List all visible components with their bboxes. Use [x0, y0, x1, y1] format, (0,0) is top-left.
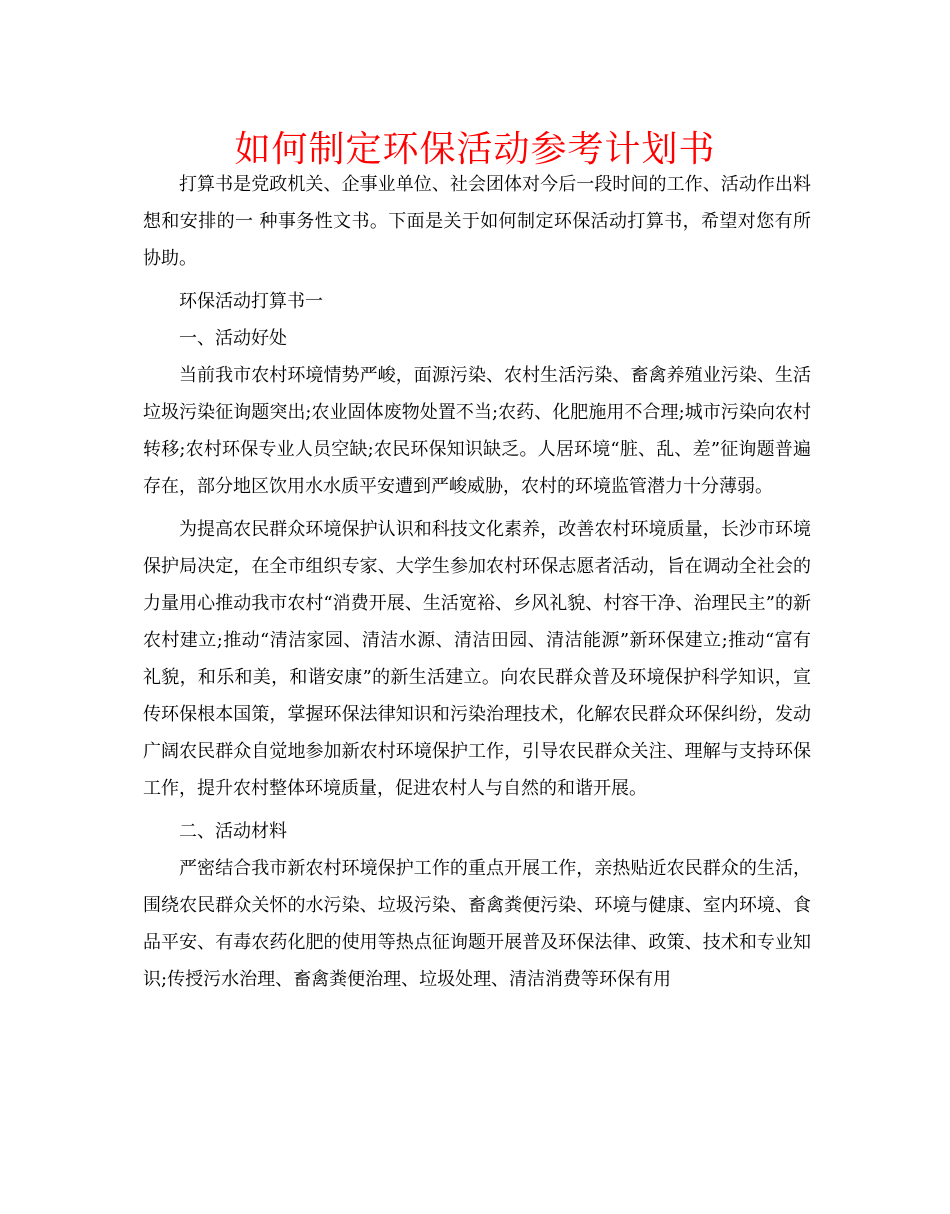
body-paragraph: 当前我市农村环境情势严峻，面源污染、农村生活污染、畜禽养殖业污染、生活垃圾污染征询题突出;农业固体废物处置不当;农药、化肥施用不合理;城市污染向农村转移;农村环保专业人员空缺;农民环保知识缺乏。人居环境“脏、乱、差”征询题普遍存在，部分地区饮用水水质平安遭到严峻威胁，农村的环境监管潜力十分薄弱。: [143, 365, 811, 497]
body-paragraph: 严密结合我市新农村环境保护工作的重点开展工作，亲热贴近农民群众的生活，围绕农民群众关怀的水污染、垃圾污染、畜禽粪便污染、环境与健康、室内环境、食品平安、有毒农药化肥的使用等热点征询题开展普及环保法律、政策、技术和专业知识;传授污水治理、畜禽粪便治理、垃圾处理、清洁消费等环保有用: [143, 858, 811, 990]
document-body: [143, 166, 811, 998]
intro-paragraph: 打算书是党政机关、企事业单位、社会团体对今后一段时间的工作、活动作出料想和安排的一 种事务性文书。下面是关于如何制定环保活动打算书，希望对您有所协助。: [143, 174, 811, 269]
section-heading-purpose: 一、活动好处: [179, 328, 287, 349]
section-heading-plan-one: 环保活动打算书一: [179, 291, 323, 312]
document-title: 如何制定环保活动参考计划书: [234, 129, 716, 170]
section-heading-materials: 二、活动材料: [179, 821, 287, 842]
body-paragraph: 为提高农民群众环境保护认识和科技文化素养，改善农村环境质量，长沙市环境保护局决定，在全市组织专家、大学生参加农村环保志愿者活动，旨在调动全社会的力量用心推动我市农村“消费开展、生活宽裕、乡风礼貌、村容干净、治理民主”的新农村建立;推动“清洁家园、清洁水源、清洁田园、清洁能源”新环保建立;推动“富有礼貌，和乐和美，和谐安康”的新生活建立。向农民群众普及环境保护科学知识，宣传环保根本国策，掌握环保法律知识和污染治理技术，化解农民群众环保纠纷，发动广阔农民群众自觉地参加新农村环境保护工作，引导农民群众关注、理解与支持环保工作，提升农村整体环境质量，促进农村人与自然的和谐开展。: [143, 519, 811, 799]
